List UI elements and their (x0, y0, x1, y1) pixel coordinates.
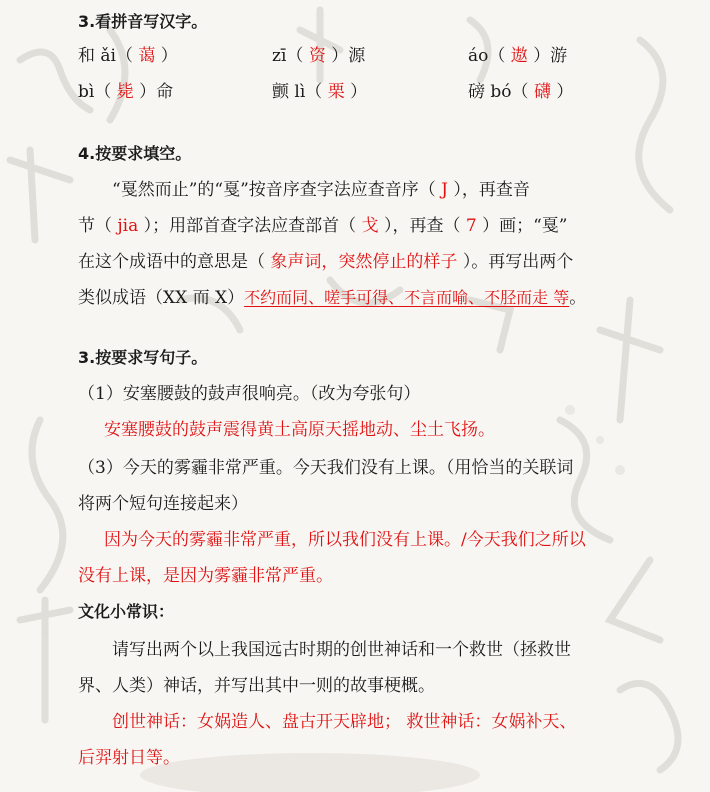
sentence-answer-1: 安塞腰鼓的鼓声震得黄土高原天摇地动、尘土飞扬。 (104, 420, 495, 440)
section-culture-title: 文化小常识： (78, 602, 175, 621)
sentence-question-1: （1）安塞腰鼓的鼓声很响亮。（改为夸张句） (78, 384, 421, 404)
culture-question-line-1: 请写出两个以上我国远古时期的创世神话和一个救世（拯救世 (112, 640, 571, 660)
pinyin-item: bì（ 毙 ）命 (78, 82, 174, 102)
sentence-question-3-line-1: （3）今天的雾霾非常严重。今天我们没有上课。（用恰当的关联词 (78, 458, 574, 478)
pinyin-item: 颤 lì（ 栗 ） (272, 82, 368, 102)
pinyin-item: áo（ 遨 ）游 (468, 46, 568, 66)
culture-question-line-2: 界、人类）神话，并写出其中一则的故事梗概。 (78, 676, 435, 696)
culture-answer-line-1: 创世神话：女娲造人、盘古开天辟地； 救世神话：女娲补天、 (112, 712, 577, 732)
pinyin-item: 磅 bó（ 礴 ） (468, 82, 574, 102)
culture-answer-line-2: 后羿射日等。 (78, 748, 180, 768)
section-sentence-title: 3.按要求写句子。 (78, 348, 208, 367)
fill-line-4: 类似成语（XX 而 X）不约而同、嗟手可得、不言而喻、不胫而走 等。 (78, 288, 587, 308)
sentence-answer-3-line-2: 没有上课，是因为雾霾非常严重。 (78, 566, 333, 586)
section-pinyin-title: 3.看拼音写汉字。 (78, 12, 208, 31)
fill-line-1: “戛然而止”的“戛”按音序查字法应查音序（ J ），再查音 (112, 180, 530, 200)
fill-line-2: 节（ jia ）；用部首查字法应查部首（ 戈 ），再查（ 7 ）画；“戛” (78, 216, 568, 236)
sentence-answer-3-line-1: 因为今天的雾霾非常严重，所以我们没有上课。/今天我们之所以 (104, 530, 586, 550)
pinyin-item: zī（ 资 ）源 (272, 46, 366, 66)
sentence-question-3-line-2: 将两个短句连接起来） (78, 494, 248, 514)
section-fill-title: 4.按要求填空。 (78, 144, 192, 163)
fill-line-3: 在这个成语中的意思是（ 象声词，突然停止的样子 ）。再写出两个 (78, 252, 574, 272)
pinyin-item: 和 ǎi（ 蔼 ） (78, 46, 178, 66)
